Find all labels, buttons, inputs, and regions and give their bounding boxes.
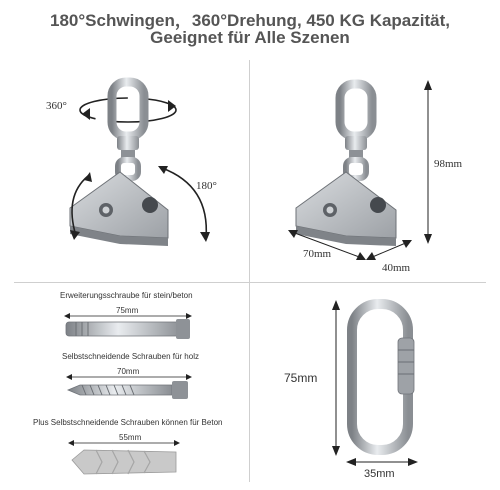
screw1-length: 75mm — [116, 306, 139, 315]
headline-line-2: Geeignet für Alle Szenen — [150, 28, 350, 47]
carabiner-height-label: 75mm — [284, 371, 318, 385]
rotation-360-label: 360° — [46, 100, 67, 112]
screw1-title: Erweiterungsschraube für stein/beton — [60, 291, 193, 300]
swing-180-label: 180° — [196, 180, 217, 192]
width-70mm-label: 70mm — [303, 248, 332, 260]
headline-line-1: 180°Schwingen，360°Drehung, 450 KG Kapazität, — [50, 11, 450, 30]
screw3-title: Plus Selbstschneidende Schrauben können für Beton — [33, 418, 223, 427]
screw3-length: 55mm — [119, 433, 142, 442]
height-98mm-label: 98mm — [434, 158, 463, 170]
screw2-length: 70mm — [117, 367, 140, 376]
carabiner-width-label: 35mm — [364, 468, 395, 480]
screw2-title: Selbstschneidende Schrauben für holz — [62, 352, 199, 361]
depth-40mm-label: 40mm — [382, 262, 411, 274]
